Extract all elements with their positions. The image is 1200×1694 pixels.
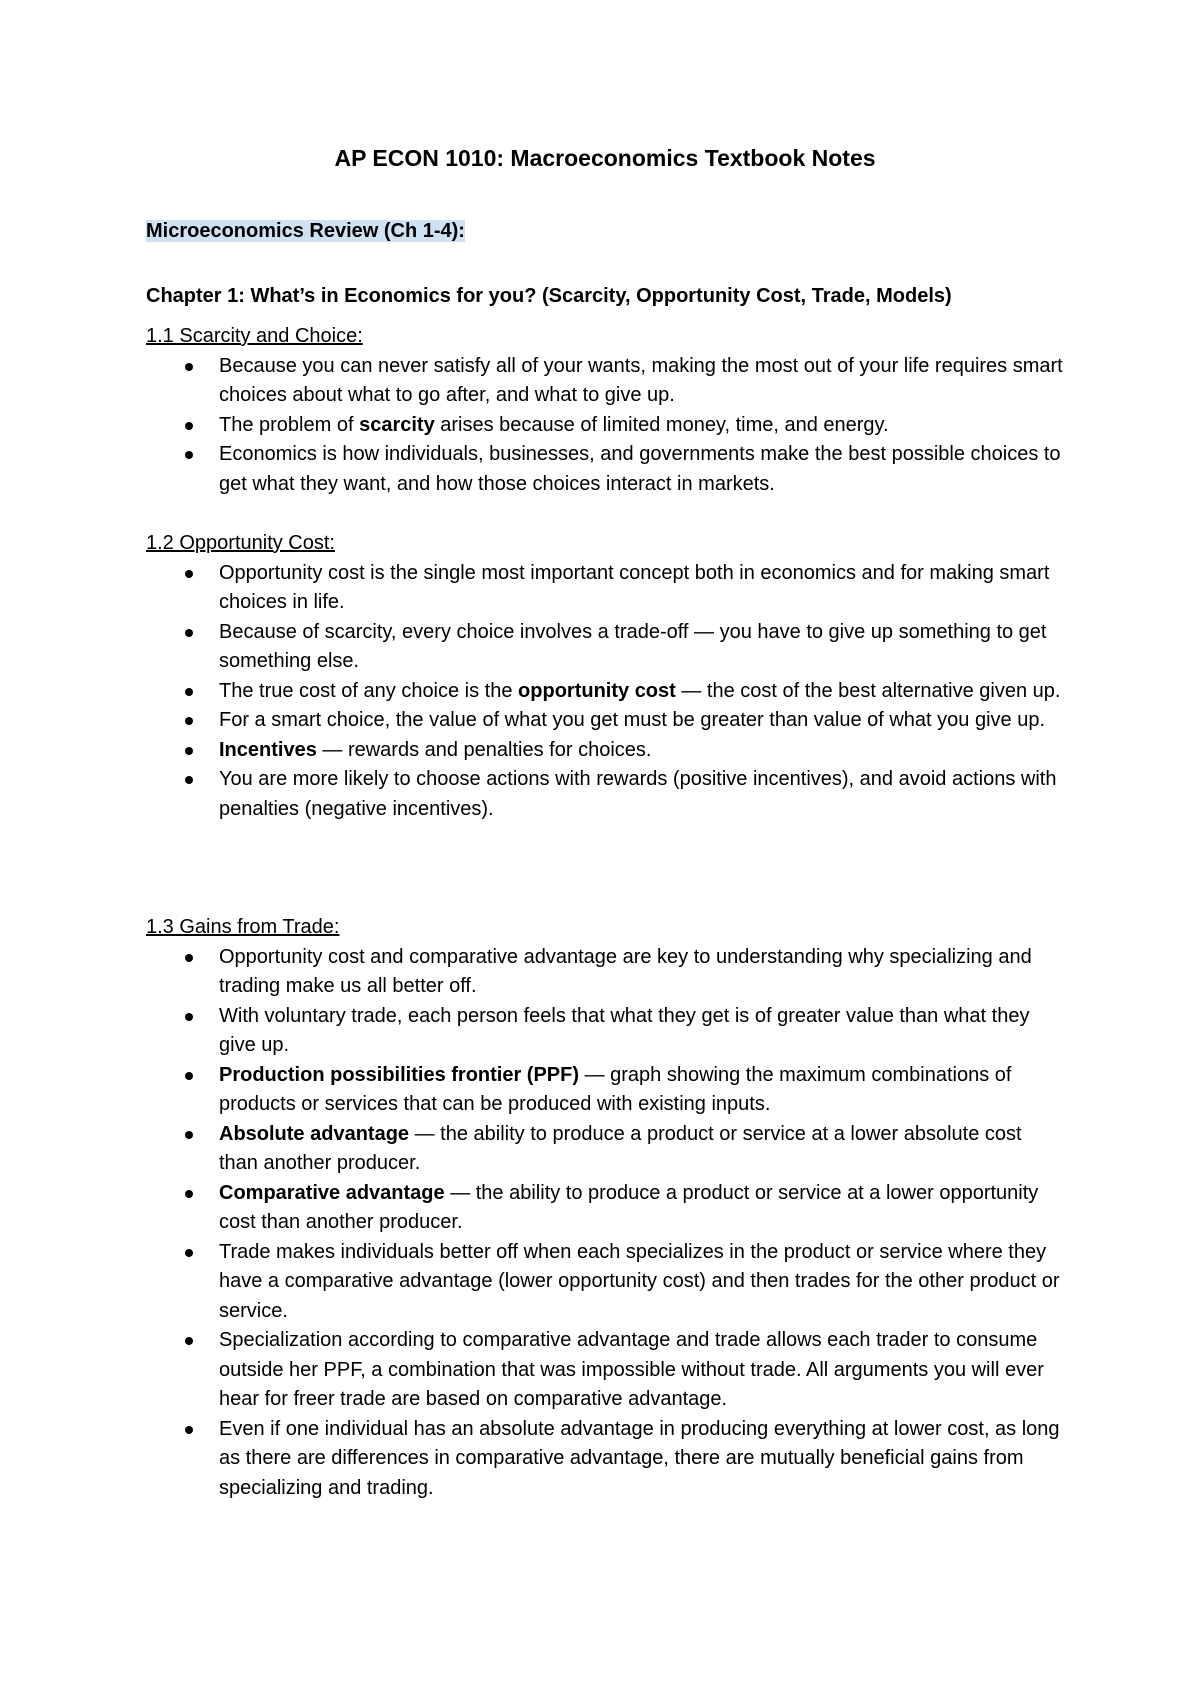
bullet-item <box>146 943 1066 1002</box>
bullet-item <box>146 440 1066 499</box>
section-gains-from-trade <box>146 913 1066 1503</box>
section-scarcity-and-choice <box>146 322 1066 499</box>
bullet-dot-icon <box>185 954 193 962</box>
bullet-text: Opportunity cost and comparative advantage are key to understanding why specializing and trading make us all better off. <box>219 945 1032 997</box>
bullet-dot-icon <box>185 1013 193 1021</box>
key-term: Production possibilities frontier (PPF) <box>219 1063 580 1086</box>
section-title: 1.1 Scarcity and Choice: <box>146 325 363 347</box>
bullet-text: Because you can never satisfy all of your wants, making the most out of your life requires smart choices about what to go after, and what to give up. <box>219 354 1063 406</box>
bullet-text: The true cost of any choice is the <box>219 679 519 702</box>
bullet-item <box>146 411 1066 441</box>
document-title: AP ECON 1010: Macroeconomics Textbook Notes <box>334 145 876 171</box>
bullet-dot-icon <box>185 776 193 784</box>
section-opportunity-cost <box>146 529 1066 824</box>
bullet-text: You are more likely to choose actions with rewards (positive incentives), and avoid actions with penalties (negative incentives). <box>219 768 1057 820</box>
bullet-item <box>146 765 1066 824</box>
bullet-item <box>146 352 1066 411</box>
bullet-list <box>146 943 1066 1504</box>
key-term: scarcity <box>359 413 435 436</box>
bullet-text: Specialization according to comparative advantage and trade allows each trader to consume outside her PPF, a combination that was impossible without trade. All arguments you will ever hear for freer trade are based on comparative advantage. <box>219 1329 1044 1410</box>
bullet-text: Even if one individual has an absolute advantage in producing everything at lower cost, as long as there are differences in comparative advantage, there are mutually beneficial gains from specializing and trading. <box>219 1417 1060 1499</box>
bullet-dot-icon <box>185 688 193 696</box>
bullet-text: — the ability to produce a product or service at a lower absolute cost than another producer. <box>219 1122 1022 1174</box>
review-heading <box>146 217 465 246</box>
bullet-dot-icon <box>185 363 193 371</box>
bullet-item <box>146 677 1066 707</box>
bullet-dot-icon <box>185 1249 193 1257</box>
bullet-dot-icon <box>185 1426 193 1434</box>
bullet-item <box>146 618 1066 677</box>
bullet-dot-icon <box>185 422 193 430</box>
bullet-text: Because of scarcity, every choice involves a trade-off — you have to give up something to get something else. <box>219 620 1047 672</box>
chapter-heading: Chapter 1: What’s in Economics for you? (Scarcity, Opportunity Cost, Trade, Models) <box>146 285 952 307</box>
bullet-item <box>146 1061 1066 1120</box>
bullet-dot-icon <box>185 629 193 637</box>
section-title: 1.2 Opportunity Cost: <box>146 532 335 554</box>
bullet-text: — graph showing the maximum combinations of products or services that can be produced with existing inputs. <box>219 1063 1012 1115</box>
bullet-text: Economics is how individuals, businesses, and governments make the best possible choices to get what they want, and how those choices interact in markets. <box>219 443 1061 495</box>
bullet-text: — the cost of the best alternative given up. <box>675 679 1061 702</box>
bullet-text: — the ability to produce a product or service at a lower opportunity cost than another producer. <box>219 1181 1039 1233</box>
bullet-dot-icon <box>185 1337 193 1345</box>
bullet-item <box>146 1326 1066 1415</box>
bullet-text: — rewards and penalties for choices. <box>316 738 652 761</box>
bullet-item <box>146 1415 1066 1504</box>
key-term: Absolute advantage <box>219 1122 410 1145</box>
bullet-item <box>146 706 1066 736</box>
bullet-item <box>146 1238 1066 1327</box>
bullet-item <box>146 736 1066 766</box>
bullet-dot-icon <box>185 1190 193 1198</box>
key-term: Comparative advantage <box>219 1181 445 1204</box>
bullet-text: Opportunity cost is the single most important concept both in economics and for making smart choices in life. <box>219 561 1050 613</box>
bullet-dot-icon <box>185 1072 193 1080</box>
bullet-text: The problem of <box>219 413 360 436</box>
bullet-dot-icon <box>185 747 193 755</box>
bullet-text: arises because of limited money, time, and energy. <box>434 413 889 436</box>
bullet-dot-icon <box>185 570 193 578</box>
bullet-list <box>146 352 1066 500</box>
bullet-item <box>146 559 1066 618</box>
bullet-list <box>146 559 1066 825</box>
section-title: 1.3 Gains from Trade: <box>146 916 340 938</box>
review-heading-highlight: Microeconomics Review (Ch 1-4): <box>146 220 465 242</box>
bullet-item <box>146 1120 1066 1179</box>
bullet-item <box>146 1179 1066 1238</box>
bullet-text: Trade makes individuals better off when each specializes in the product or service where they have a comparative advantage (lower opportunity cost) and then trades for the other product or service. <box>219 1240 1060 1322</box>
key-term: opportunity cost <box>518 679 676 702</box>
bullet-dot-icon <box>185 717 193 725</box>
bullet-dot-icon <box>185 451 193 459</box>
bullet-text: For a smart choice, the value of what you get must be greater than value of what you give up. <box>219 709 1046 731</box>
bullet-item <box>146 1002 1066 1061</box>
key-term: Incentives <box>219 738 317 761</box>
bullet-dot-icon <box>185 1131 193 1139</box>
bullet-text: With voluntary trade, each person feels that what they get is of greater value than what they give up. <box>219 1004 1030 1056</box>
